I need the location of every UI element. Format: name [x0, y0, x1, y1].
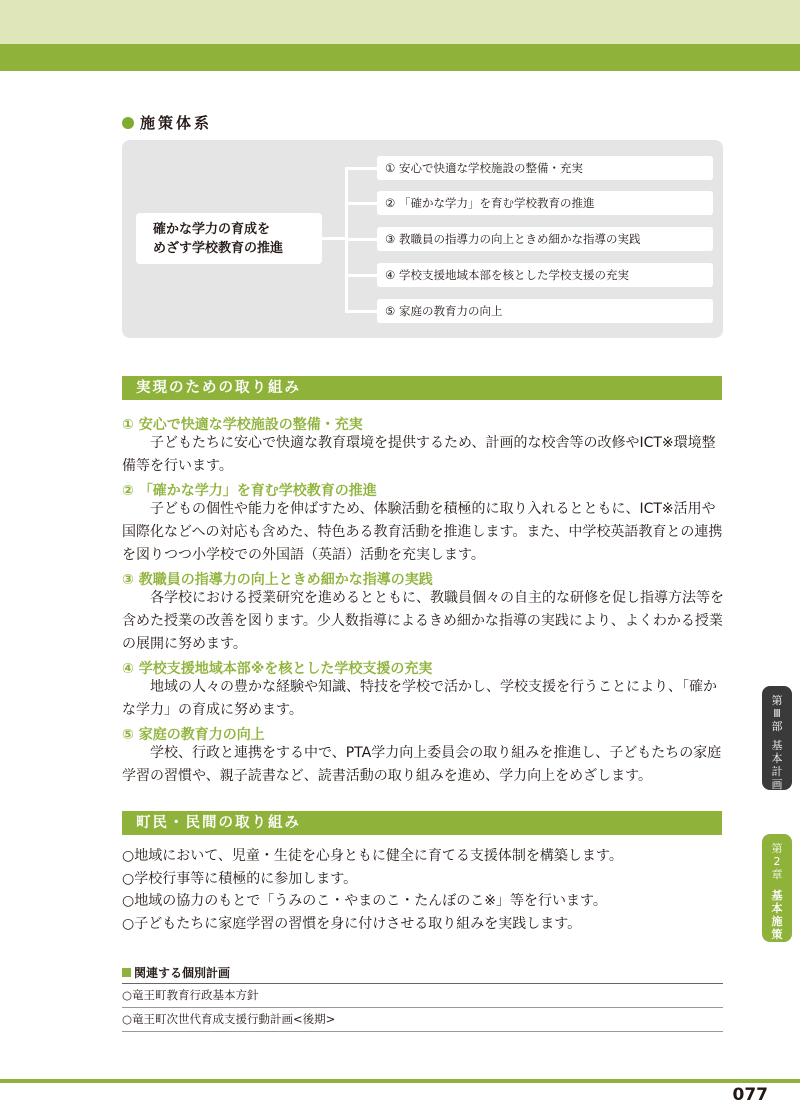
measure-tab-char: 本 — [771, 902, 783, 915]
initiatives-heading: 実現のための取り組み — [122, 376, 722, 400]
citizen-item: ○地域の協力のもとで「うみのこ・やまのこ・たんぼのこ※」等を行います。 — [122, 893, 607, 909]
related-plans-list — [122, 983, 723, 1032]
footer-bar — [0, 1079, 800, 1083]
measure-tab-char: 基 — [771, 889, 783, 902]
citizen-item: ○子どもたちに家庭学習の習慣を身に付けさせる取り組みを実践します。 — [122, 915, 582, 932]
connector-branch-3 — [345, 238, 379, 241]
initiative-title-2: ② 「確かな学力」を育む学校教育の推進 — [122, 483, 377, 499]
initiative-body-4: 地域の人々の豊かな経験や知識、特技を学校で活かし、学校支援を行うことにより、「確かな学力」の育成に努めます。 — [122, 679, 717, 718]
header-accent-bar — [0, 44, 800, 71]
policy-branch-5: ⑤ 家庭の教育力の向上 — [377, 299, 713, 323]
connector-branch-1 — [345, 167, 379, 170]
policy-branch-2: ② 「確かな学力」を育む学校教育の推進 — [377, 191, 713, 215]
part-tab-char: 第 — [771, 694, 783, 707]
chapter-tab — [762, 834, 792, 954]
citizen-heading: 町民・民間の取り組み — [122, 811, 722, 835]
citizen-item: ○学校行事等に積極的に参加します。 — [122, 870, 358, 887]
citizen-list — [122, 845, 623, 935]
policy-system-heading — [122, 112, 212, 133]
initiative-title-5: ⑤ 家庭の教育力の向上 — [122, 727, 265, 743]
chapter-tab-char: 2 — [773, 855, 781, 868]
chapter-tab-char: 第 — [771, 842, 783, 855]
chapter-tab-char: 章 — [771, 868, 783, 881]
part-tab-char: Ⅲ — [773, 707, 781, 720]
connector-branch-5 — [345, 310, 379, 313]
initiative-title-1: ① 安心で快適な学校施設の整備・充実 — [122, 417, 363, 433]
header-band — [0, 0, 800, 44]
connector-branch-2 — [345, 202, 379, 205]
part-tab-char: 計 — [771, 765, 783, 778]
measure-tab-char: 策 — [771, 928, 783, 941]
initiative-body-3: 各学校における授業研究を進めるとともに、教職員個々の自主的な研修を促し指導方法等を含めた授業の改善を図ります。少人数指導によるきめ細かな指導の実践により、よくわかる授業の展開に努めます。 — [122, 590, 724, 652]
measure-tab-char: 2 — [773, 941, 781, 954]
initiative-body-2: 子どもの個性や能力を伸ばすため、体験活動を積極的に取り入れるとともに、ICT※活用や国際化などへの対応も含めた、特色ある教育活動を推進します。また、中学校英語教育との連携を図りつつ小学校での外国語（英語）活動を充実します。 — [122, 501, 723, 563]
page-number: 077 — [732, 1085, 768, 1105]
policy-branch-4: ④ 学校支援地域本部を核とした学校支援の充実 — [377, 263, 713, 287]
measure-tab-char: 施 — [771, 915, 783, 928]
chapter-tab-spacer — [762, 881, 792, 889]
part-tab-char: 本 — [771, 752, 783, 765]
square-bullet-icon — [122, 968, 131, 977]
policy-root-line1: 確かな学力の育成を — [153, 222, 271, 237]
policy-root-box — [136, 213, 322, 264]
part-tab-char: 基 — [771, 739, 783, 752]
initiative-title-3: ③ 教職員の指導力の向上ときめ細かな指導の実践 — [122, 572, 433, 588]
related-plans-heading-text: 関連する個別計画 — [134, 966, 231, 980]
connector-branch-4 — [345, 274, 379, 277]
part-tab-char: 部 — [771, 720, 783, 733]
policy-branch-1: ① 安心で快適な学校施設の整備・充実 — [377, 156, 713, 180]
initiative-body-1: 子どもたちに安心で快適な教育環境を提供するため、計画的な校舎等の改修やICT※環境整備等を行います。 — [122, 435, 716, 474]
bullet-dot-icon — [122, 117, 134, 129]
initiative-title-4: ④ 学校支援地域本部※を核とした学校支援の充実 — [122, 661, 433, 677]
related-plans-heading — [122, 964, 230, 981]
policy-diagram — [122, 140, 723, 338]
policy-branch-3: ③ 教職員の指導力の向上ときめ細かな指導の実践 — [377, 227, 713, 251]
policy-root-line2: めざす学校教育の推進 — [153, 241, 284, 256]
related-plan-item: ○竜王町教育行政基本方針 — [122, 984, 723, 1008]
part-tab-char: 画 — [771, 778, 783, 791]
citizen-item: ○地域において、児童・生徒を心身ともに健全に育てる支援体制を構築します。 — [122, 848, 623, 864]
related-plan-item: ○竜王町次世代育成支援行動計画<後期> — [122, 1008, 723, 1032]
initiative-body-5: 学校、行政と連携をする中で、PTA学力向上委員会の取り組みを推進し、子どもたちの家庭学習の習慣や、親子読書など、読書活動の取り組みを進め、学力向上をめざします。 — [122, 745, 722, 784]
policy-system-heading-text: 施策体系 — [140, 114, 213, 132]
part-tab — [762, 686, 792, 790]
